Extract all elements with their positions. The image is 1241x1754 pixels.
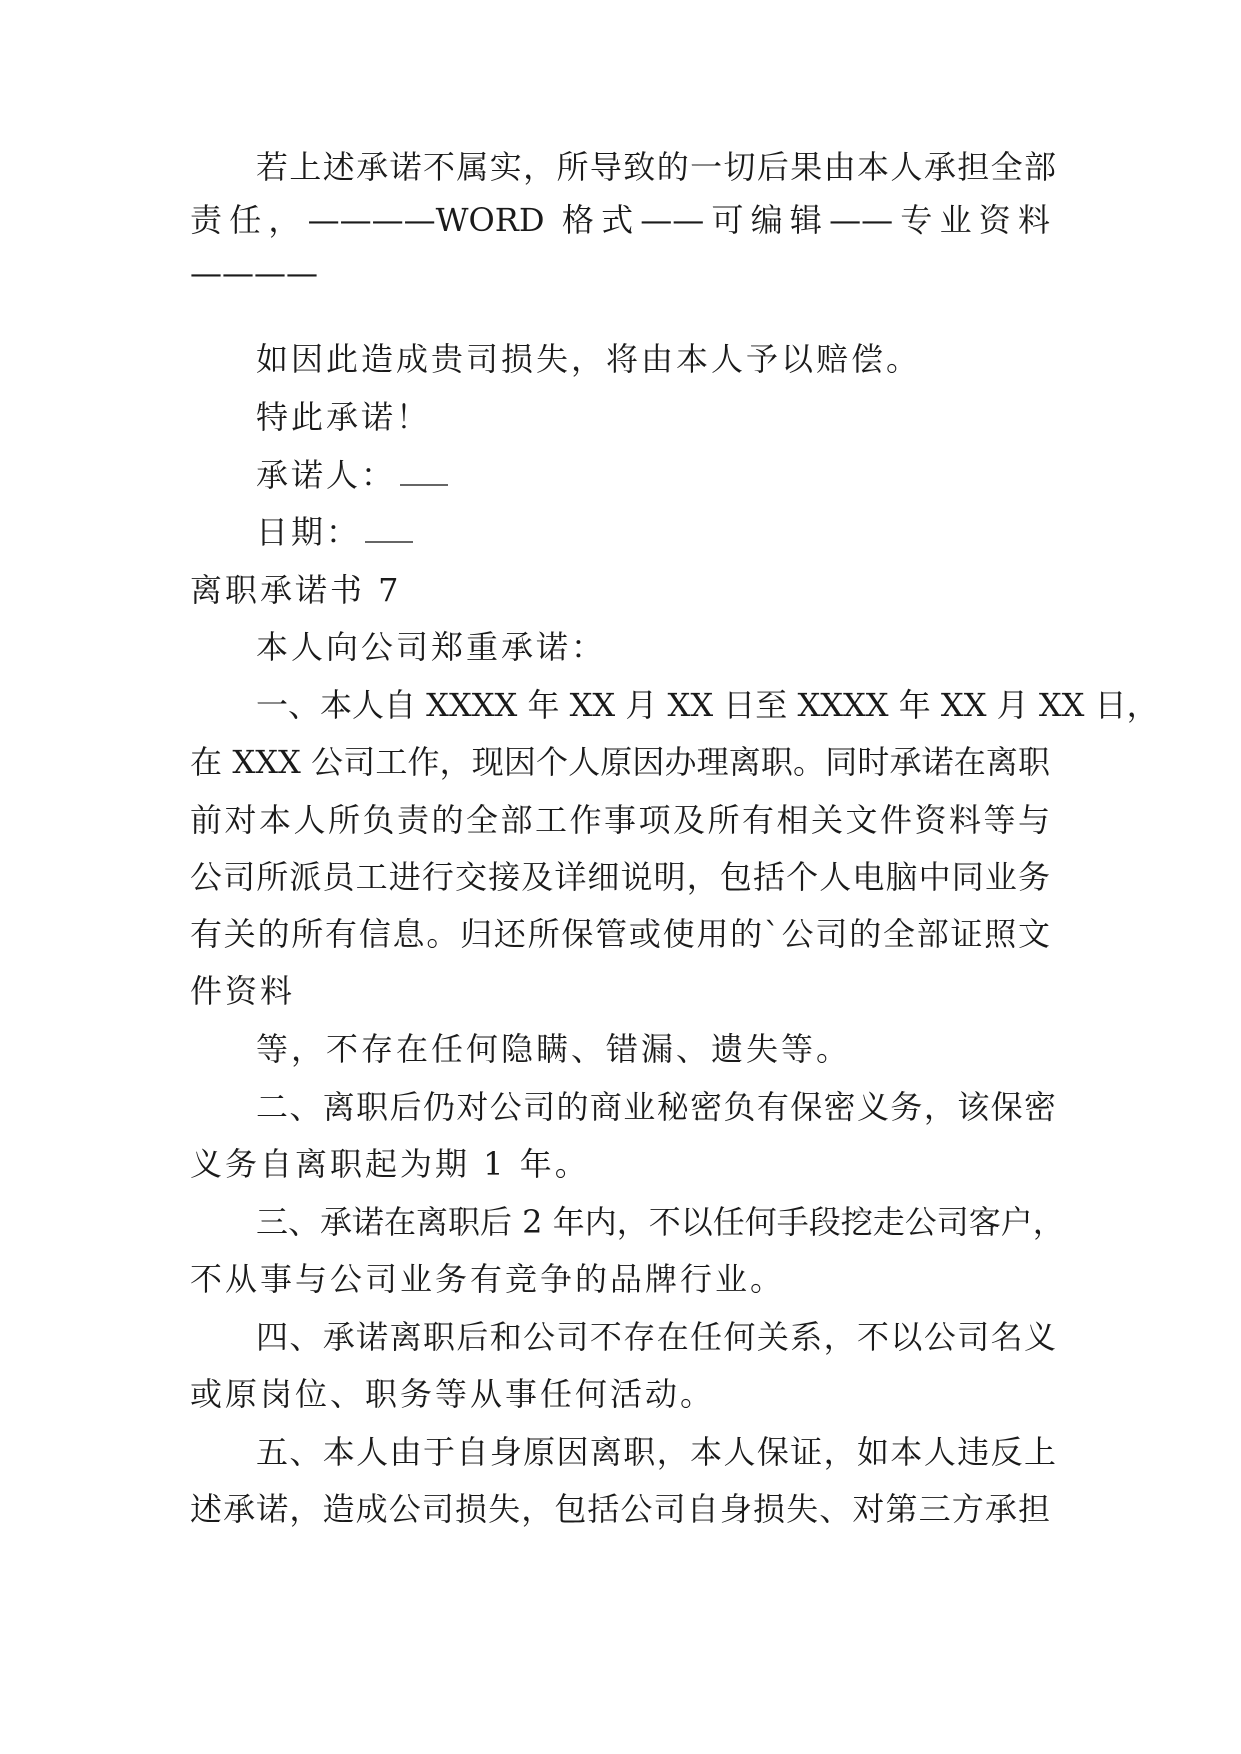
paragraph-line: 本人向公司郑重承诺： [256,628,607,666]
paragraph-line: 若上述承诺不属实，所导致的一切后果由本人承担全部 [256,148,1056,186]
paragraph-line: 等，不存在任何隐瞒、错漏、遗失等。 [256,1030,852,1068]
paragraph-line: 特此承诺！ [256,398,432,436]
paragraph-line: 一、本人自 XXXX 年 XX 月 XX 日至 XXXX 年 XX 月 XX 日， [256,686,1159,724]
paragraph-line: 五、本人由于自身原因离职，本人保证，如本人违反上 [256,1433,1056,1471]
paragraph-line: 三、承诺在离职后 2 年内，不以任何手段挖走公司客户， [256,1203,1065,1241]
paragraph-line: 在 XXX 公司工作，现因个人原因办理离职。同时承诺在离职 [190,743,1050,781]
date-line [256,512,1056,552]
paragraph-line: 义务自离职起为期 1 年。 [190,1145,590,1183]
paragraph-line: 责任，————WORD 格式——可编辑——专业资料 [190,201,1050,239]
paragraph-line: 述承诺，造成公司损失，包括公司自身损失、对第三方承担 [190,1490,1050,1528]
signer-blank [400,458,448,486]
paragraph-line: 如因此造成贵司损失，将由本人予以赔偿。 [256,340,922,378]
date-blank [365,515,413,543]
section-title: 离职承诺书 7 [190,571,402,609]
paragraph-line: 四、承诺离职后和公司不存在任何关系，不以公司名义 [256,1318,1056,1356]
paragraph-line: 件资料 [190,972,296,1010]
date-label: 日期： [256,513,362,551]
signer-label: 承诺人： [256,456,397,494]
paragraph-line: 公司所派员工进行交接及详细说明，包括个人电脑中同业务 [190,858,1050,896]
paragraph-line: 前对本人所负责的全部工作事项及所有相关文件资料等与 [190,801,1050,839]
paragraph-line: 不从事与公司业务有竞争的品牌行业。 [190,1260,786,1298]
paragraph-line: 或原岗位、职务等从事任何活动。 [190,1375,716,1413]
paragraph-line: ———— [190,254,318,292]
signer-line [256,455,1056,495]
paragraph-line: 有关的所有信息。归还所保管或使用的`公司的全部证照文 [190,915,1050,953]
paragraph-line: 二、离职后仍对公司的商业秘密负有保密义务，该保密 [256,1088,1056,1126]
